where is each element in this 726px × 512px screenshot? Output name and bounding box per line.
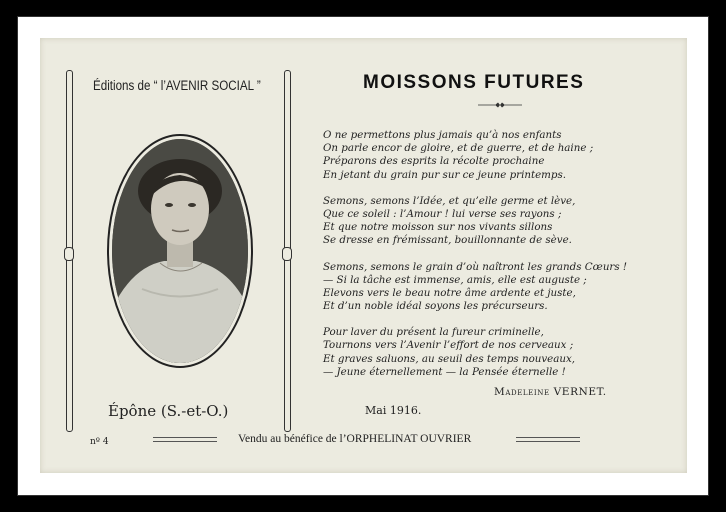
stanza-2 <box>323 195 627 248</box>
card-number: nº 4 <box>90 437 109 447</box>
poem-body <box>323 129 627 392</box>
fleuron-ornament <box>478 101 522 109</box>
footer-caption: Vendu au bénéfice de l’ORPHELINAT OUVRIER <box>238 433 472 445</box>
place-caption: Épône (S.-et-O.) <box>108 402 229 420</box>
poem-line: Tournons vers l’Avenir l’effort de nos cerveaux ; <box>323 339 574 352</box>
poem-line: Se dresse en frémissant, bouillonnante de sève. <box>323 234 572 247</box>
right-ornamental-bar <box>284 70 291 432</box>
portrait-illustration <box>112 139 248 363</box>
poem-line: Et d’un noble idéal soyons les précurseurs. <box>323 300 548 313</box>
footer-rule-right <box>516 437 580 442</box>
poem-line: On parle encor de gloire, et de guerre, et de haine ; <box>323 142 594 155</box>
poem-line: Elevons vers le beau notre âme ardente et juste, <box>323 286 576 299</box>
poem-line: Préparons des esprits la récolte prochaine <box>323 155 545 168</box>
stanza-3 <box>323 261 627 314</box>
poem-line: — Si la tâche est immense, amis, elle est auguste ; <box>323 273 587 286</box>
left-ornamental-bar <box>66 70 73 432</box>
portrait-photo <box>112 139 248 363</box>
stanza-4 <box>323 326 627 379</box>
poem-line: Et graves saluons, au seuil des temps nouveaux, <box>323 352 576 365</box>
poem-line: Pour laver du présent la fureur criminelle, <box>323 326 544 339</box>
poem-date: Mai 1916. <box>365 404 422 417</box>
poem-line: En jetant du grain pur sur ce jeune printemps. <box>323 168 567 181</box>
poem-line: Semons, semons le grain d’où naîtront les grands Cœurs ! <box>323 260 628 273</box>
poem-line: Et que notre moisson sur nos vivants sillons <box>323 221 553 234</box>
poem-line: Que ce soleil : l’Amour ! lui verse ses rayons ; <box>323 207 562 220</box>
poem-title: MOISSONS FUTURES <box>363 72 585 93</box>
stanza-1 <box>323 129 627 182</box>
publisher-heading: Éditions de “ l’AVENIR SOCIAL ” <box>93 78 261 93</box>
poem-line: Semons, semons l’Idée, et qu’elle germe et lève, <box>323 194 576 207</box>
poem-line: — Jeune éternellement — la Pensée éternelle ! <box>323 365 566 378</box>
poem-line: O ne permettons plus jamais qu’à nos enfants <box>323 129 562 141</box>
footer-rule-left <box>153 437 217 442</box>
author-signature: Madeleine VERNET. <box>494 386 607 398</box>
